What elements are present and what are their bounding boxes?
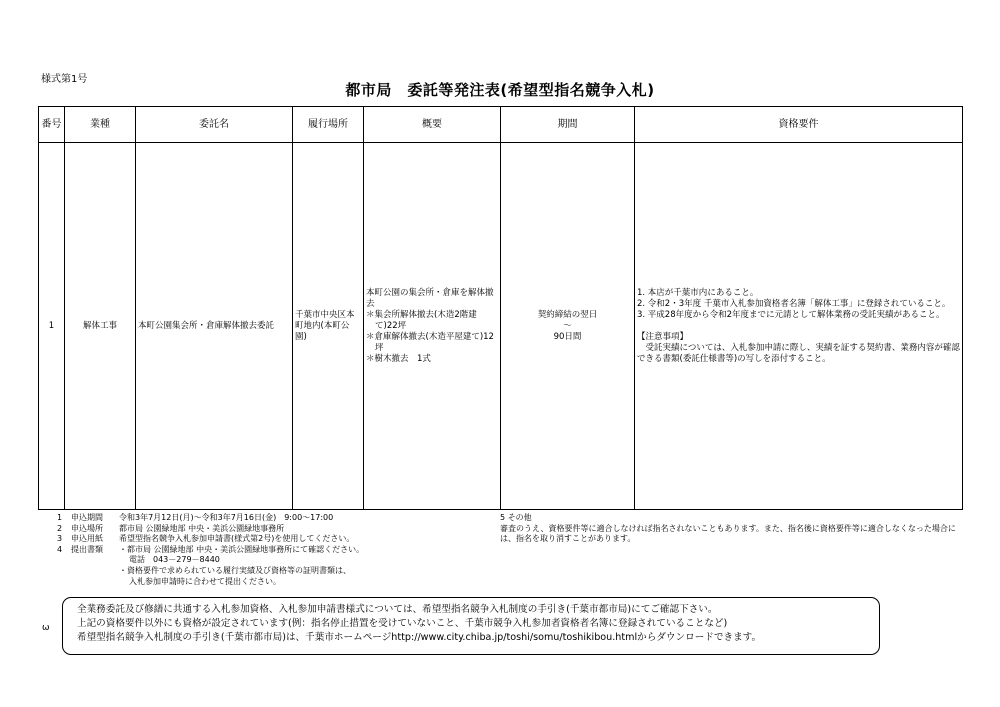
col-header-overview: 概要 [364, 107, 501, 143]
cell-location: 千葉市中央区本町地内(本町公園) [293, 143, 364, 510]
col-header-requirements: 資格要件 [635, 107, 963, 143]
note-label: 提出書類 [71, 544, 103, 554]
col-header-period: 期間 [501, 107, 635, 143]
col-header-location: 履行場所 [293, 107, 364, 143]
cell-overview [364, 143, 501, 510]
notice-box [62, 597, 880, 655]
other-heading: 5 その他 [500, 513, 532, 522]
note-item [57, 534, 364, 545]
note-text: ・都市局 公園緑地部 中央・美浜公園緑地事務所にて確認ください。 [119, 544, 365, 554]
note-continuation: ・資格要件で求められている履行実績及び資格等の証明書類は、 [119, 565, 351, 575]
cell-number: 1 [39, 143, 65, 510]
note-text: 令和3年7月12日(月)～令和3年7月16日(金) 9:00～17:00 [119, 513, 334, 522]
requirement-line: 2. 令和2・3年度 千葉市入札参加資格者名簿「解体工事」に登録されていること。 [637, 298, 951, 309]
note-num: 3 [57, 534, 63, 544]
note-item [57, 524, 364, 535]
notice-line: 希望型指名競争入札制度の手引き(千葉市都市局)は、千葉市ホームページhttp://www.city.chiba.jp/toshi/somu/toshikibou.htmlからダウンロードできます。 [77, 632, 762, 643]
requirement-line: 1. 本店が千葉市内にあること。 [637, 287, 759, 298]
note-num: 2 [57, 523, 63, 533]
note-label: 申込用紙 [71, 534, 103, 544]
note-item [57, 513, 364, 524]
cell-period [501, 143, 635, 510]
col-header-contract-name: 委託名 [136, 107, 293, 143]
overview-line: ＊集会所解体撤去(木造2階建て)22坪 [366, 309, 477, 331]
note-num: 1 [57, 513, 63, 522]
overview-line: 本町公園の集会所・倉庫を解体撤去 [366, 287, 494, 309]
requirement-caution-heading: 【注意事項】 [637, 331, 689, 342]
table-header-row [39, 107, 963, 143]
notice-line: 上記の資格要件以外にも資格が設定されています(例：指名停止措置を受けていないこと、千葉市競争入札参加者資格者名簿に登録されていることなど) [77, 618, 728, 629]
cell-requirements [635, 143, 963, 510]
period-duration: 90日間 [553, 331, 582, 342]
page-title: 都市局 委託等発注表(希望型指名競争入札) [345, 81, 655, 99]
note-continuation: 電話 043－279－8440 [129, 555, 220, 565]
overview-line: ＊樹木撤去 1式 [366, 353, 431, 364]
note-text: 希望型指名競争入札参加申請書(様式第2号)を使用してください。 [119, 534, 355, 544]
notice-line: 全業務委託及び修繕に共通する入札参加資格、入札参加申請書様式については、希望型指名競争入札制度の手引き(千葉市都市局)にてご確認下さい。 [77, 604, 718, 615]
requirement-caution-text: 受託実績については、入札参加申請に際し、実績を証する契約書、業務内容が確認できる書類(委託仕様書等)の写しを添付すること。 [637, 342, 960, 364]
note-label: 申込場所 [71, 523, 103, 533]
notes-left [57, 513, 364, 587]
requirement-line: 3. 平成28年度から令和2年度までに元請として解体業務の受託実績があること。 [637, 309, 945, 320]
period-start: 契約締結の翌日 [537, 309, 598, 320]
form-number: 様式第1号 [41, 74, 88, 85]
requirement-spacer [637, 321, 960, 332]
order-table [38, 106, 963, 510]
note-label: 申込期間 [71, 513, 103, 522]
cell-industry: 解体工事 [65, 143, 136, 510]
cell-contract-name: 本町公園集会所・倉庫解体撤去委託 [136, 143, 293, 510]
col-header-number: 番号 [39, 107, 65, 143]
note-continuation: 入札参加申請時に合わせて提出ください。 [129, 576, 281, 586]
table-row [39, 143, 963, 510]
note-num: 4 [57, 544, 63, 554]
period-tilde: ～ [563, 320, 572, 331]
other-text: 審査のうえ、資格要件等に適合しなければ指名されないこともあります。また、指名後に資格要件等に適合しなくなった場合には、指名を取り消すことがあります。 [500, 523, 956, 544]
notes-right [500, 513, 960, 545]
note-item [57, 545, 364, 556]
overview-line: ＊倉庫解体撤去(木造平屋建て)12坪 [366, 331, 494, 353]
note-text: 都市局 公園緑地部 中央・美浜公園緑地事務所 [119, 523, 285, 533]
col-header-industry: 業種 [65, 107, 136, 143]
side-mark: ω [42, 623, 50, 633]
